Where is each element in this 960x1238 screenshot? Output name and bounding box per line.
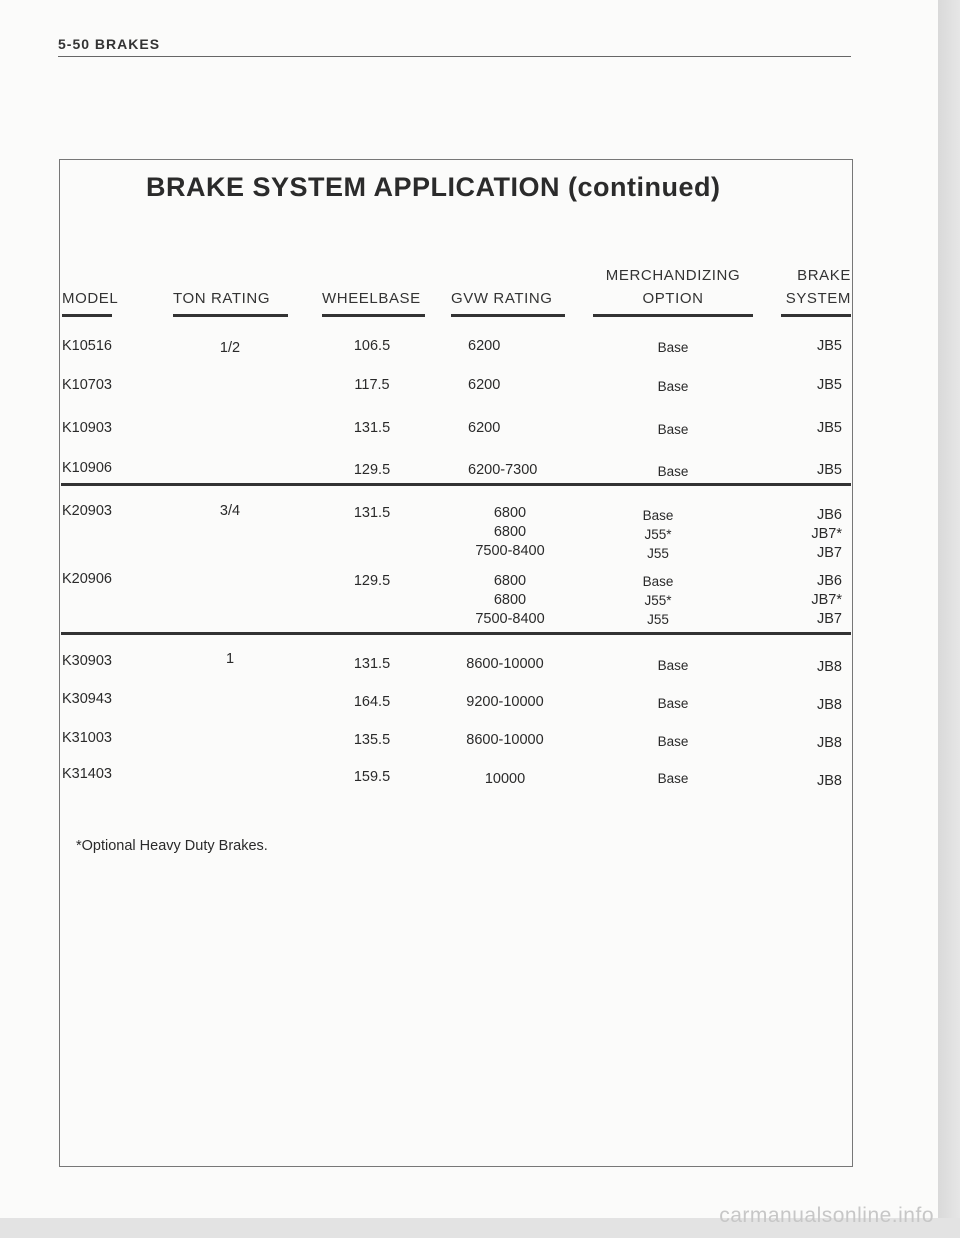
cell-model: K31403 [62,766,112,782]
cell-model: K30903 [62,653,112,669]
cell-model: K10703 [62,377,112,393]
gvw-value: 7500-8400 [475,611,545,627]
cell-brake-system: JB8 [817,735,842,751]
watermark: carmanualsonline.info [719,1204,934,1227]
gvw-value: 6800 [493,505,527,521]
cell-gvw-rating [455,504,565,561]
cell-gvw-rating: 8600-10000 [466,656,544,672]
cell-wheelbase: 117.5 [354,377,390,393]
header-rule-model [62,314,112,317]
page-title: BRAKE SYSTEM APPLICATION (continued) [146,172,721,202]
gvw-value: 6800 [493,573,527,589]
cell-wheelbase: 129.5 [353,462,391,478]
cell-option: Base [657,422,689,437]
gvw-value: 7500-8400 [475,543,545,559]
brake-value: JB7* [811,526,842,542]
cell-model: K31003 [62,730,112,746]
cell-brake-system: JB5 [817,338,842,354]
brake-value: JB6 [817,573,842,589]
cell-model: K10516 [62,338,112,354]
cell-option: Base [657,379,689,394]
cell-brake-system [760,572,842,629]
header-system: SYSTEM [785,290,851,307]
cell-option: Base [657,658,689,673]
header-rule-option [593,314,753,317]
cell-option: Base [657,340,689,355]
cell-brake-system: JB5 [817,377,842,393]
header-ton-rating: TON RATING [173,290,271,307]
gvw-value: 6800 [493,592,527,608]
header-rule-wheelbase [322,314,425,317]
header-model: MODEL [62,290,119,307]
cell-gvw-rating: 6200 [468,338,501,354]
cell-gvw-rating: 9200-10000 [466,694,544,710]
option-value: J55* [644,593,672,608]
option-value: Base [642,574,674,589]
cell-wheelbase: 135.5 [353,732,391,748]
cell-wheelbase: 131.5 [353,656,391,672]
cell-wheelbase: 164.5 [353,694,391,710]
cell-model: K10906 [62,460,112,476]
header-brake: BRAKE [797,267,851,284]
brake-value: JB6 [817,507,842,523]
header-gvw-rating: GVW RATING [451,290,553,307]
header-rule-gvw-rating [451,314,565,317]
option-value: J55* [644,527,672,542]
brake-value: JB7 [817,611,842,627]
cell-wheelbase: 131.5 [353,420,391,436]
cell-gvw-rating: 6200-7300 [468,462,538,478]
header-merchandizing: MERCHANDIZING [605,267,741,284]
option-value: Base [642,508,674,523]
cell-brake-system: JB5 [817,462,842,478]
cell-option: Base [657,734,689,749]
header-rule-system [781,314,851,317]
cell-brake-system [760,506,842,563]
cell-gvw-rating: 8600-10000 [466,732,544,748]
running-header: 5-50 BRAKES [58,36,161,52]
group-divider [61,632,851,635]
header-rule-ton-rating [173,314,288,317]
cell-option: Base [657,771,689,786]
cell-brake-system: JB8 [817,773,842,789]
cell-gvw-rating [455,572,565,629]
group-divider [61,483,851,486]
cell-brake-system: JB8 [817,659,842,675]
page-shadow-right [938,0,960,1238]
cell-option: Base [657,464,689,479]
cell-ton-rating: 1 [225,651,235,667]
cell-brake-system: JB5 [817,420,842,436]
cell-model: K10903 [62,420,112,436]
cell-wheelbase: 131.5 [353,505,391,521]
cell-model: K20906 [62,571,112,587]
option-value: J55 [647,612,669,627]
cell-model: K30943 [62,691,112,707]
brake-value: JB7 [817,545,842,561]
header-wheelbase: WHEELBASE [322,290,421,307]
brake-value: JB7* [811,592,842,608]
cell-wheelbase: 159.5 [353,769,391,785]
cell-gvw-rating: 6200 [468,420,501,436]
cell-ton-rating: 3/4 [219,503,241,519]
cell-wheelbase: 129.5 [353,573,391,589]
cell-wheelbase: 106.5 [353,338,391,354]
cell-option [613,572,703,629]
cell-model: K20903 [62,503,112,519]
cell-option [613,506,703,563]
cell-brake-system: JB8 [817,697,842,713]
option-value: J55 [647,546,669,561]
cell-gvw-rating: 6200 [468,377,501,393]
gvw-value: 6800 [493,524,527,540]
cell-ton-rating: 1/2 [219,340,241,356]
header-option: OPTION [642,290,704,307]
header-rule [58,56,851,57]
footnote: *Optional Heavy Duty Brakes. [76,838,268,854]
cell-option: Base [657,696,689,711]
cell-gvw-rating: 10000 [484,771,526,787]
